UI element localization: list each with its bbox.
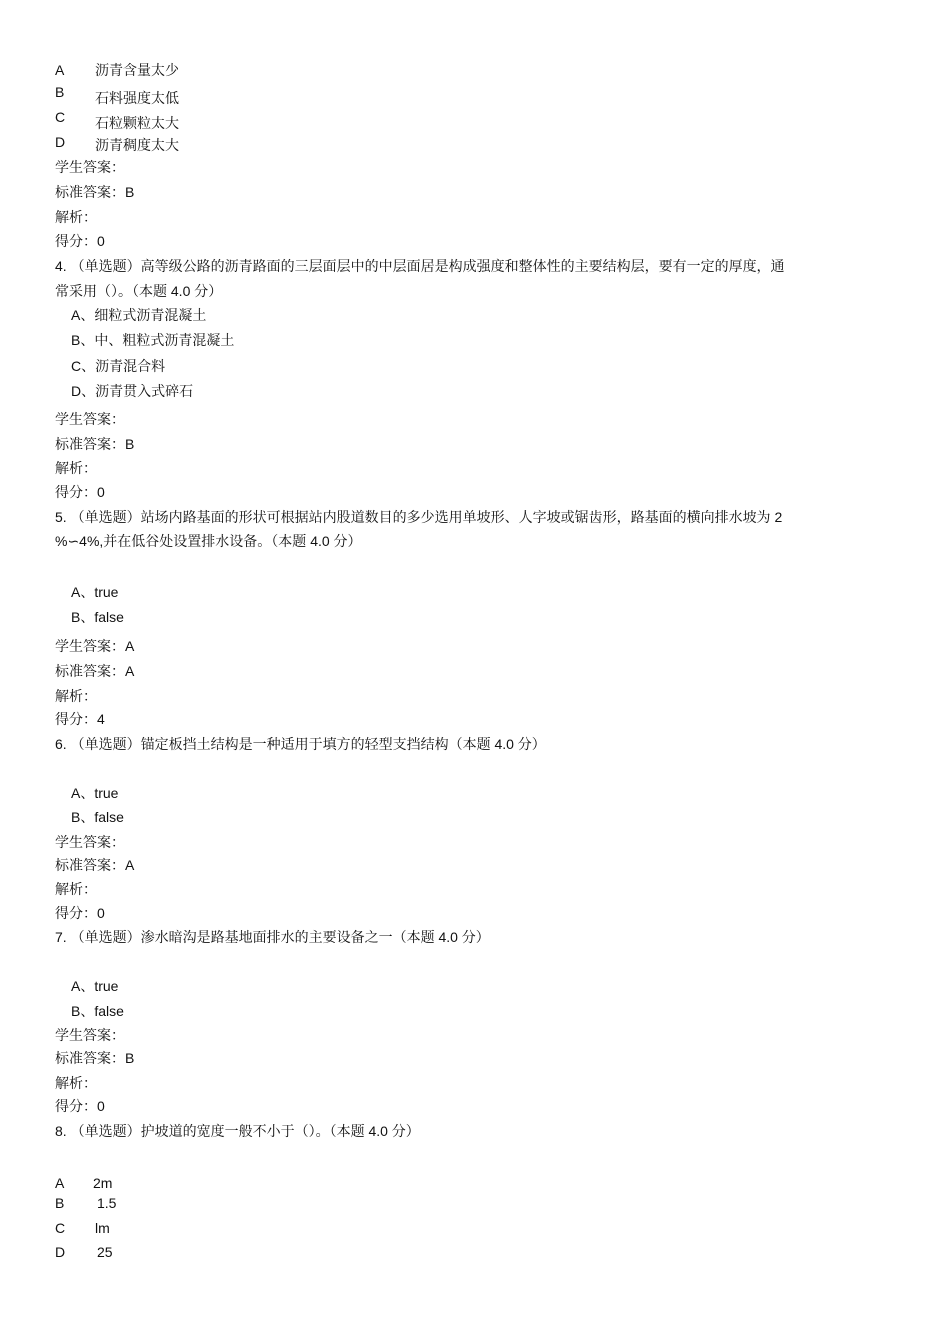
q4-stem-line1: 4. （单选题）高等级公路的沥青路面的三层面层中的中层面居是构成强度和整体性的主要结构层，要有一定的厚度，通 <box>55 258 785 274</box>
q3-option-b-text: 石料强度太低 <box>95 90 179 106</box>
q6-student-answer: 学生答案： <box>55 834 125 850</box>
q7-stem: 7. （单选题）渗水暗沟是路基地面排水的主要设备之一（本题 4.0 分） <box>55 929 490 945</box>
q4-option-c: C、沥青混合料 <box>71 358 166 374</box>
q4-analysis: 解析： <box>55 460 97 476</box>
q6-standard-answer: 标准答案：A <box>55 857 135 873</box>
q3-option-c-text: 石粒颗粒太大 <box>95 115 179 131</box>
q5-option-b: B、false <box>71 609 124 625</box>
q3-standard-answer: 标准答案：B <box>55 184 135 200</box>
q3-option-b-letter: B <box>55 84 65 100</box>
q5-option-a: A、true <box>71 584 119 600</box>
q4-standard-answer: 标准答案：B <box>55 436 135 452</box>
q6-option-a: A、true <box>71 785 119 801</box>
q8-option-c-letter: C <box>55 1220 66 1236</box>
q4-option-a: A、细粒式沥青混凝土 <box>71 307 207 323</box>
q7-score: 得分：0 <box>55 1098 105 1114</box>
q3-option-a-letter: A <box>55 62 65 78</box>
q3-option-d-text: 沥青稠度太大 <box>95 137 179 153</box>
q8-option-c-text: lm <box>95 1220 110 1236</box>
q6-option-b: B、false <box>71 809 124 825</box>
q7-analysis: 解析： <box>55 1075 97 1091</box>
q5-stem-line1: 5. （单选题）站场内路基面的形状可根据站内股道数目的多少选用单坡形、人字坡或锯齿形，路基面的横向排水坡为 2 <box>55 509 783 525</box>
q3-option-d-letter: D <box>55 134 66 150</box>
q5-score: 得分：4 <box>55 711 105 727</box>
q8-stem: 8. （单选题）护坡道的宽度一般不小于（）。（本题 4.0 分） <box>55 1123 420 1139</box>
q7-option-b: B、false <box>71 1003 124 1019</box>
q3-analysis: 解析： <box>55 209 97 225</box>
q4-score: 得分：0 <box>55 484 105 500</box>
q5-student-answer: 学生答案：A <box>55 638 135 654</box>
q5-stem-line2: %∽4%,并在低谷处设置排水设备。（本题 4.0 分） <box>55 533 362 549</box>
q4-option-d: D、沥青贯入式碎石 <box>71 383 194 399</box>
q5-standard-answer: 标准答案：A <box>55 663 135 679</box>
q7-student-answer: 学生答案： <box>55 1027 125 1043</box>
q8-option-b-letter: B <box>55 1195 65 1211</box>
q8-option-a-text: 2m <box>93 1175 113 1191</box>
q4-stem-line2: 常采用（）。（本题 4.0 分） <box>55 283 223 299</box>
q3-option-c-letter: C <box>55 109 66 125</box>
q8-option-a-letter: A <box>55 1175 65 1191</box>
q4-option-b: B、中、粗粒式沥青混凝土 <box>71 332 235 348</box>
q6-score: 得分：0 <box>55 905 105 921</box>
q8-option-d-text: 25 <box>97 1244 113 1260</box>
q4-student-answer: 学生答案： <box>55 411 125 427</box>
q7-standard-answer: 标准答案：B <box>55 1050 135 1066</box>
q8-option-b-text: 1.5 <box>97 1195 117 1211</box>
q3-student-answer: 学生答案： <box>55 159 125 175</box>
q8-option-d-letter: D <box>55 1244 66 1260</box>
q3-score: 得分：0 <box>55 233 105 249</box>
q6-analysis: 解析： <box>55 881 97 897</box>
q7-option-a: A、true <box>71 978 119 994</box>
q5-analysis: 解析： <box>55 688 97 704</box>
q3-option-a-text: 沥青含量太少 <box>95 62 179 78</box>
q6-stem: 6. （单选题）锚定板挡土结构是一种适用于填方的轻型支挡结构（本题 4.0 分） <box>55 736 546 752</box>
